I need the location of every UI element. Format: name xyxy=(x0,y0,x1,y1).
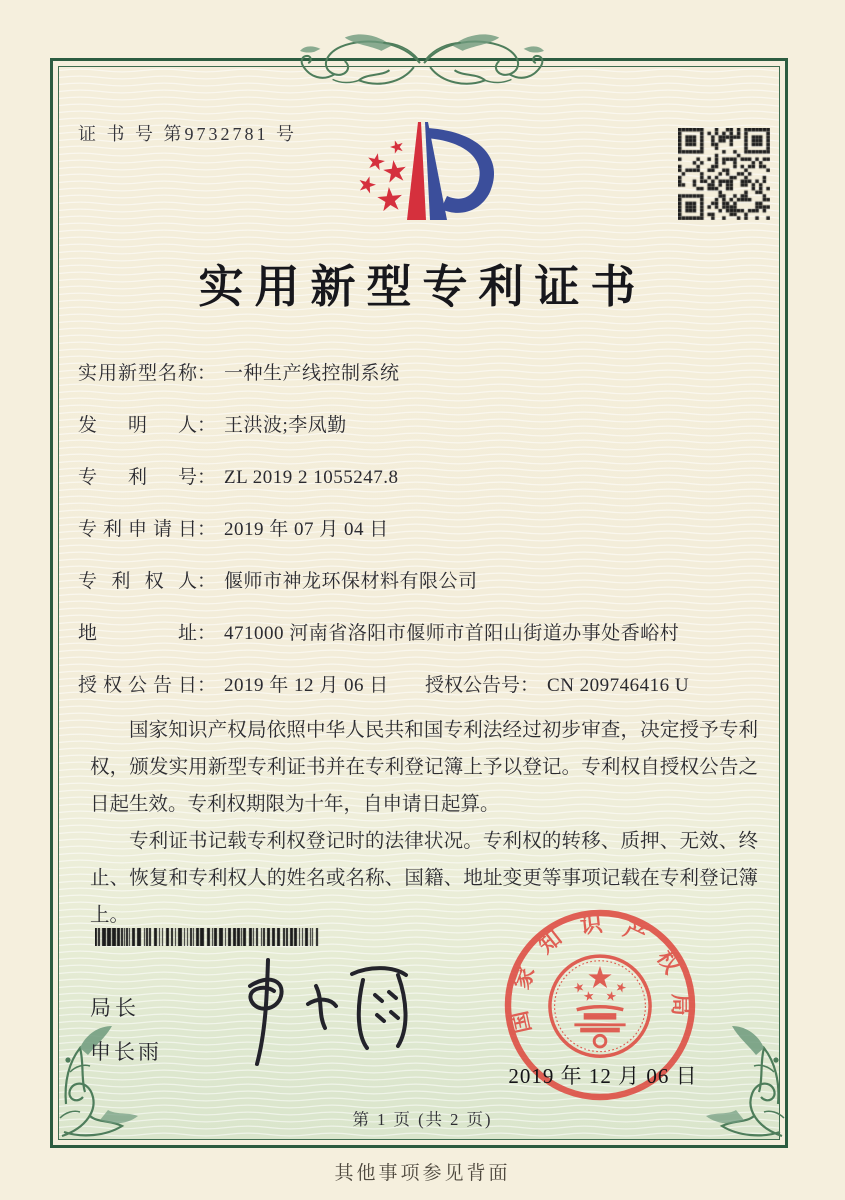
field-row-inventor xyxy=(78,410,778,437)
signature-handwritten-icon xyxy=(228,948,443,1076)
field-row-address xyxy=(78,618,778,645)
field-value: 偃师市神龙环保材料有限公司 xyxy=(224,571,478,592)
field-row-grant xyxy=(78,670,778,697)
field-label: 专利号 xyxy=(78,467,197,488)
field-row-patentee xyxy=(78,566,778,593)
barcode-icon xyxy=(95,928,321,946)
field-label: 发明人 xyxy=(78,415,197,436)
field-colon: ： xyxy=(520,675,540,696)
legal-text-block xyxy=(90,712,758,934)
field-value: 一种生产线控制系统 xyxy=(224,363,400,384)
field-label: 实用新型名称 xyxy=(78,363,197,384)
legal-paragraph-1: 国家知识产权局依照中华人民共和国专利法经过初步审查，决定授予专利权，颁发实用新型专利证书并在专利登记簿上予以登记。专利权自授权公告之日起生效。专利权期限为十年，自申请日起算。 xyxy=(90,720,758,815)
seal-ring-text: 国家知识产权局 xyxy=(506,910,694,1036)
national-emblem-icon xyxy=(550,956,650,1056)
field-value: CN 209746416 U xyxy=(547,675,690,696)
qr-code-icon xyxy=(678,128,770,220)
field-row-name xyxy=(78,358,778,385)
certificate-number: 证 书 号 第9732781 号 xyxy=(78,124,297,144)
officer-title: 局长 xyxy=(90,996,140,1020)
field-label: 授权公告号 xyxy=(425,675,521,696)
field-value: ZL 2019 2 1055247.8 xyxy=(224,467,399,488)
field-colon: ： xyxy=(197,623,217,644)
field-colon: ： xyxy=(197,415,217,436)
field-row-filing-date xyxy=(78,514,778,541)
certificate-title: 实用新型专利证书 xyxy=(198,262,647,312)
seal-date: 2019 年 12 月 06 日 xyxy=(508,1064,698,1088)
field-colon: ： xyxy=(197,467,217,488)
field-label: 地址 xyxy=(78,623,197,644)
field-value: 王洪波;李凤勤 xyxy=(224,415,347,436)
field-colon: ： xyxy=(197,519,217,540)
field-colon: ： xyxy=(197,675,217,696)
field-label: 专利权人 xyxy=(78,571,197,592)
cnipa-logo-icon xyxy=(340,108,520,238)
back-side-note: 其他事项参见背面 xyxy=(334,1163,511,1184)
field-row-patent-number xyxy=(78,462,778,489)
field-colon: ： xyxy=(197,363,217,384)
field-value: 2019 年 12 月 06 日 xyxy=(224,675,389,696)
top-dragon-flourish-ornament xyxy=(297,30,547,88)
field-colon: ： xyxy=(197,571,217,592)
officer-name: 申长雨 xyxy=(90,1040,162,1064)
field-value: 2019 年 07 月 04 日 xyxy=(224,519,389,540)
field-label: 授权公告日 xyxy=(78,675,197,696)
field-pair-grant-number xyxy=(425,670,689,697)
page-number-info: 第 1 页 (共 2 页) xyxy=(352,1110,493,1129)
legal-paragraph-2: 专利证书记载专利权登记时的法律状况。专利权的转移、质押、无效、终止、恢复和专利权人的姓名或名称、国籍、地址变更等事项记载在专利登记簿上。 xyxy=(90,831,758,926)
field-label: 专利申请日 xyxy=(78,519,197,540)
field-value: 471000 河南省洛阳市偃师市首阳山街道办事处香峪村 xyxy=(224,623,680,644)
